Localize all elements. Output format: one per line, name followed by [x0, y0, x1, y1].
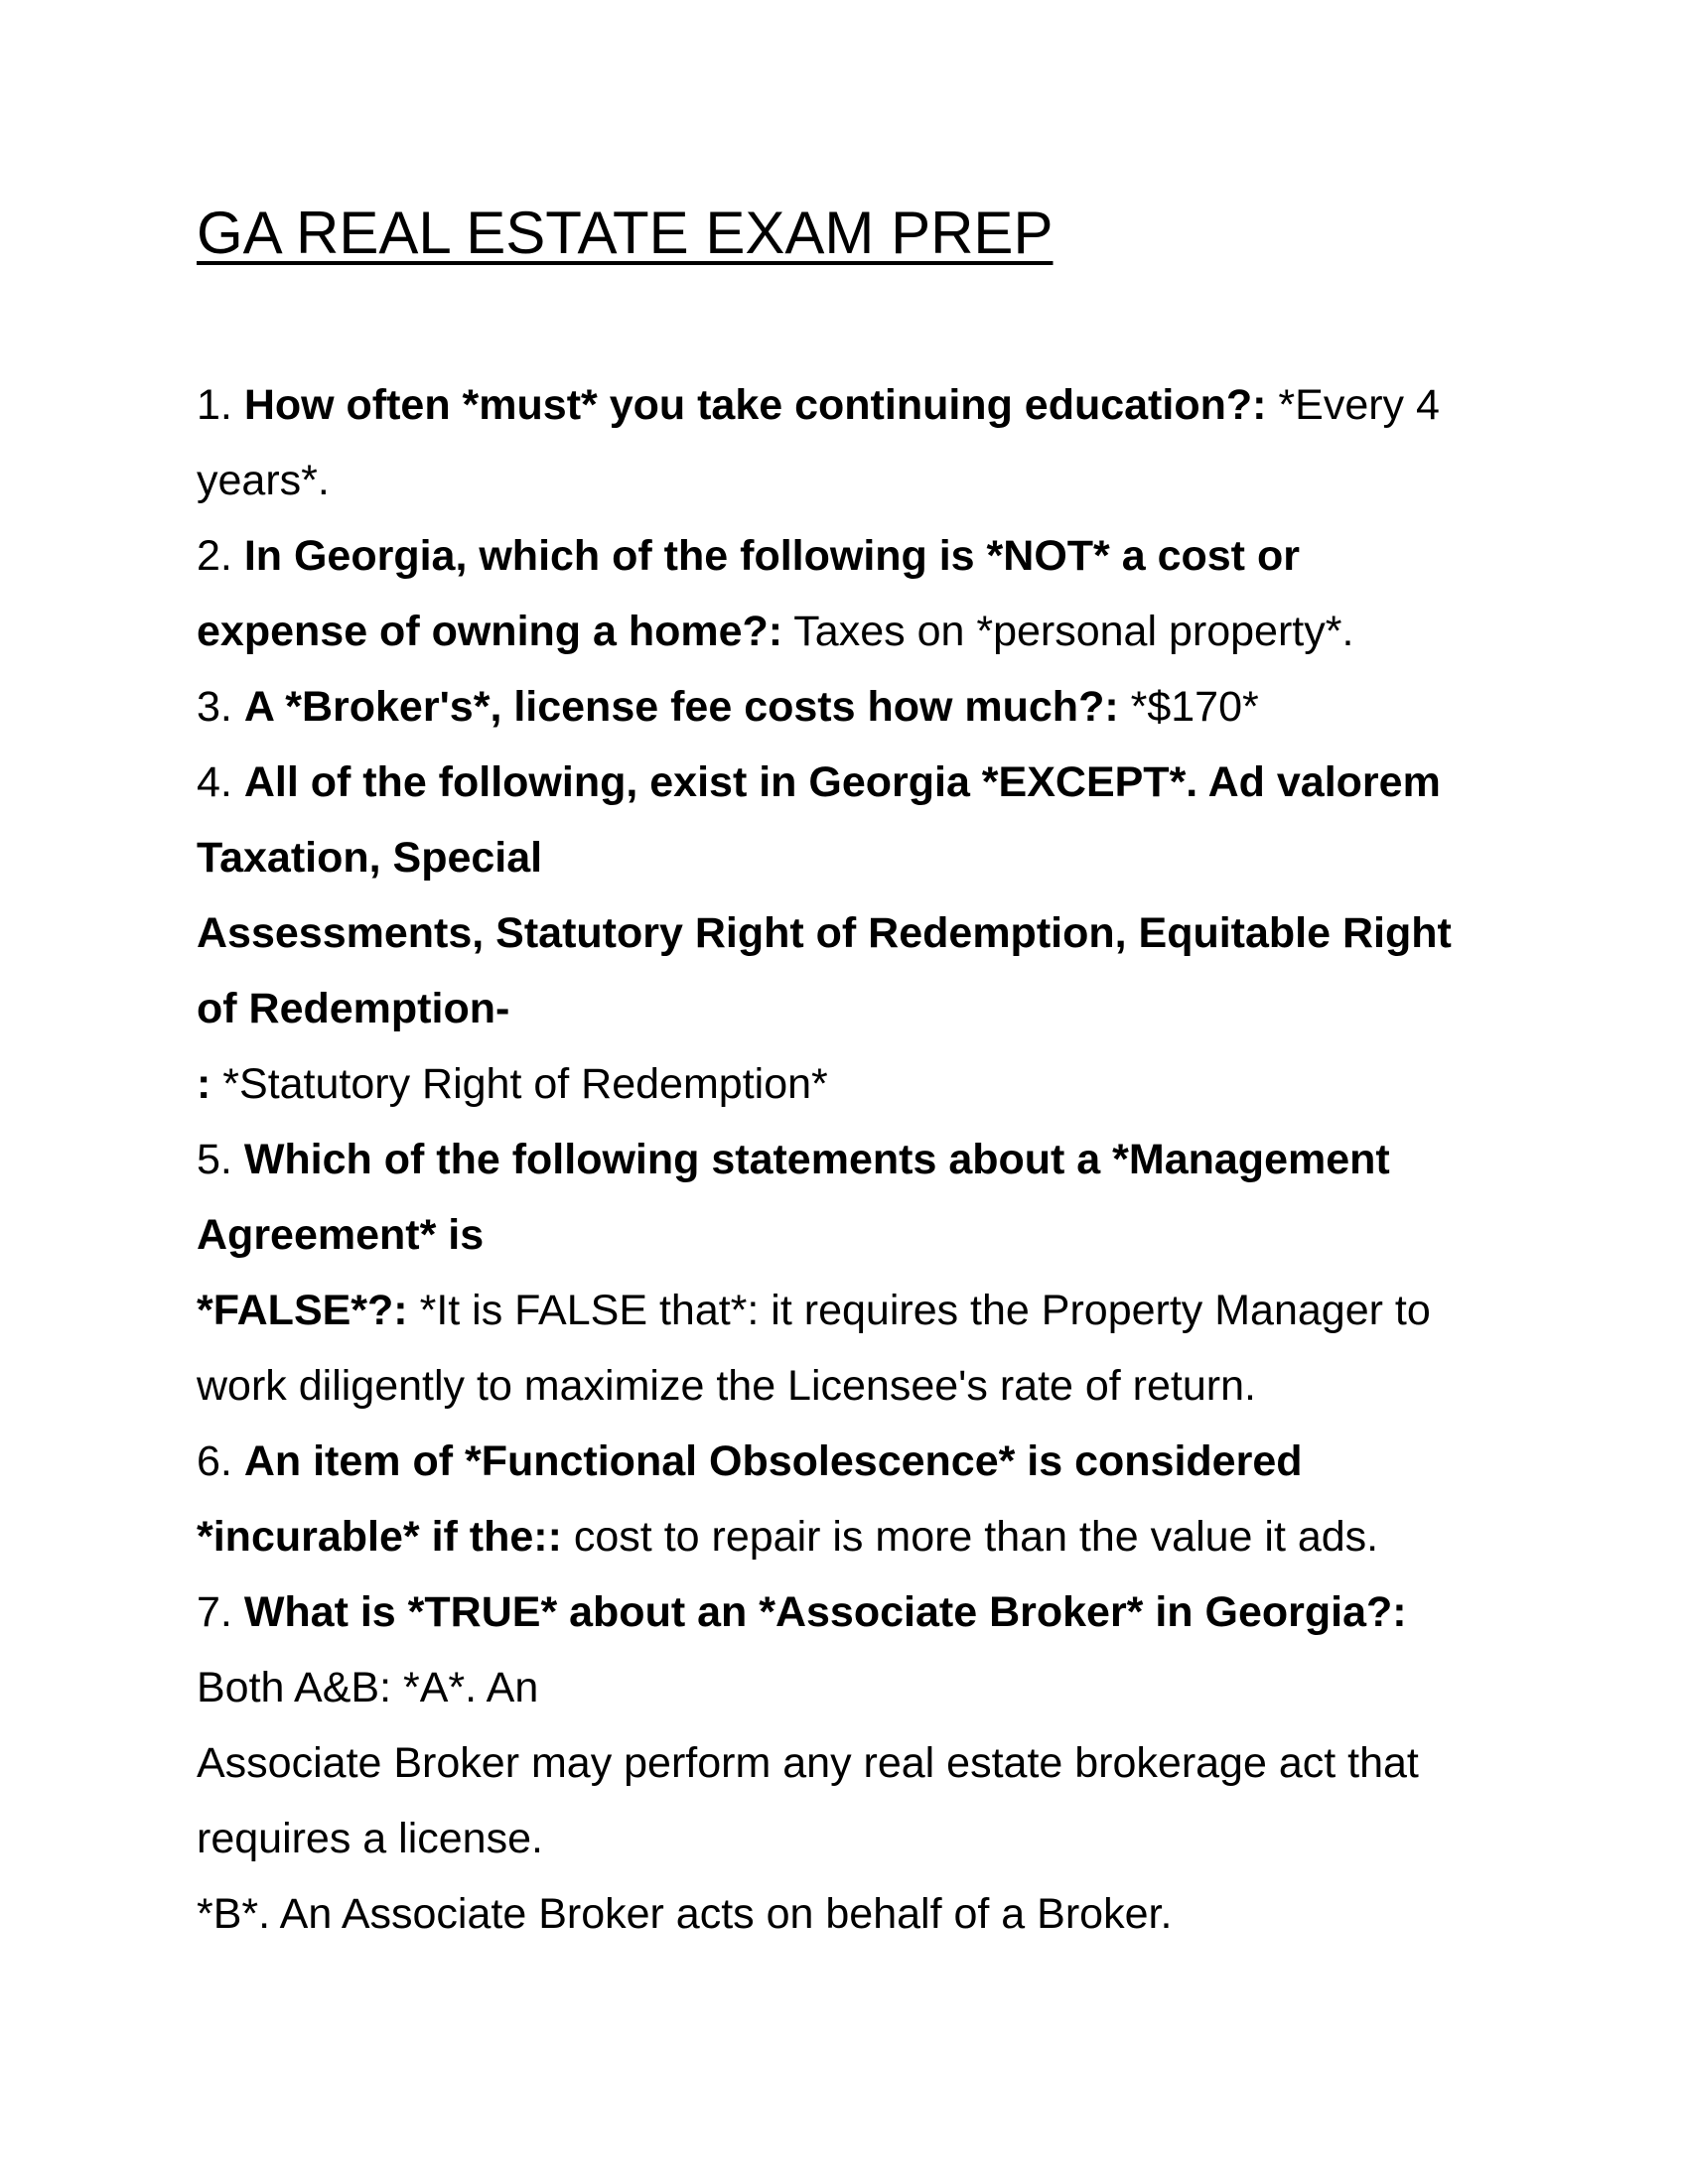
question-text: *incurable* if the::: [197, 1513, 562, 1561]
text-line: [197, 745, 1507, 820]
answer-text: *Every 4: [1266, 381, 1440, 429]
answer-text: *Statutory Right of Redemption*: [211, 1060, 828, 1108]
text-line: [197, 1197, 1507, 1273]
question-text: In Georgia, which of the following is *NOT* a cost or: [243, 532, 1300, 580]
answer-text: requires a license.: [197, 1815, 543, 1862]
answer-text: 4.: [197, 758, 244, 806]
answer-text: Taxes on *personal property*.: [782, 608, 1354, 655]
answer-text: Associate Broker may perform any real estate brokerage act that: [197, 1739, 1419, 1787]
answer-text: work diligently to maximize the Licensee's rate of return.: [197, 1362, 1256, 1410]
question-text: A *Broker's*, license fee costs how much?:: [243, 683, 1119, 731]
question-text: :: [197, 1060, 211, 1108]
text-line: [197, 367, 1507, 443]
answer-text: 2.: [197, 532, 244, 580]
text-line: [197, 895, 1507, 971]
text-line: [197, 1725, 1507, 1801]
question-text: of Redemption-: [197, 985, 510, 1032]
answer-text: *$170*: [1118, 683, 1259, 731]
page-title: GA REAL ESTATE EXAM PREP: [197, 200, 1054, 266]
text-line: [197, 1046, 1507, 1122]
question-text: expense of owning a home?:: [197, 608, 783, 655]
answer-text: Both A&B: *A*. An: [197, 1664, 539, 1711]
text-line: [197, 820, 1507, 895]
text-line: [197, 1122, 1507, 1197]
answer-text: *B*. An Associate Broker acts on behalf of a Broker.: [197, 1890, 1173, 1938]
answer-text: 1.: [197, 381, 244, 429]
question-text: *FALSE*?:: [197, 1287, 408, 1334]
qa-list: [197, 367, 1507, 1952]
text-line: [197, 1876, 1507, 1952]
text-line: [197, 443, 1507, 518]
answer-text: 7.: [197, 1588, 244, 1636]
question-text: Which of the following statements about a *Management: [243, 1136, 1390, 1183]
answer-text: years*.: [197, 457, 330, 504]
answer-text: 3.: [197, 683, 244, 731]
answer-text: 5.: [197, 1136, 244, 1183]
text-line: [197, 594, 1507, 669]
text-line: [197, 1650, 1507, 1725]
text-line: [197, 971, 1507, 1046]
answer-text: 6.: [197, 1437, 244, 1485]
text-line: [197, 518, 1507, 594]
text-line: [197, 1348, 1507, 1424]
question-text: How often *must* you take continuing education?:: [243, 381, 1267, 429]
text-line: [197, 1424, 1507, 1499]
question-text: What is *TRUE* about an *Associate Broker* in Georgia?:: [243, 1588, 1407, 1636]
text-line: [197, 1273, 1507, 1348]
text-line: [197, 1574, 1507, 1650]
question-text: Assessments, Statutory Right of Redemption, Equitable Right: [197, 909, 1452, 957]
question-text: An item of *Functional Obsolescence* is considered: [243, 1437, 1303, 1485]
question-text: Taxation, Special: [197, 834, 543, 882]
text-line: [197, 1499, 1507, 1574]
question-text: All of the following, exist in Georgia *EXCEPT*. Ad valorem: [243, 758, 1441, 806]
answer-text: cost to repair is more than the value it ads.: [561, 1513, 1379, 1561]
text-line: [197, 669, 1507, 745]
text-line: [197, 1801, 1507, 1876]
question-text: Agreement* is: [197, 1211, 485, 1259]
answer-text: *It is FALSE that*: it requires the Property Manager to: [407, 1287, 1431, 1334]
